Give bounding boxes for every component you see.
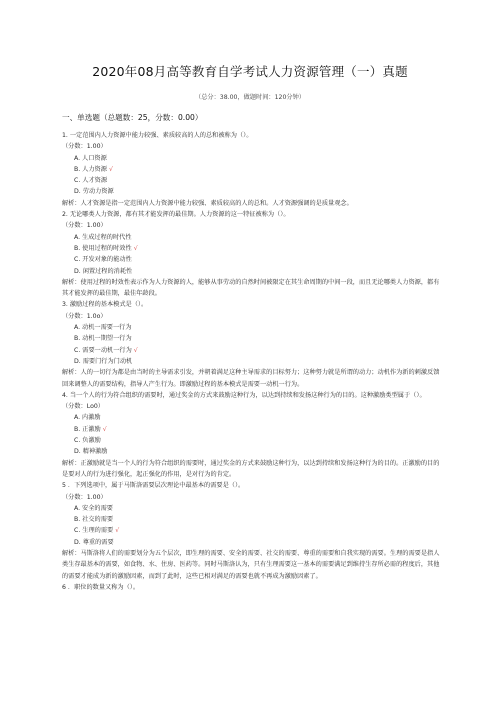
option: B. 社交的需要 [74,516,114,524]
section-heading: 一、单选题（总题数：25，分数：0.00） [62,113,203,122]
correct-check-icon: √ [108,165,113,173]
option: C. 开发对象的能动性 [74,256,132,264]
question-stem: 1. 一定范围内人力资源中能力较强、素质较高的人的总和被称为（）。 [62,132,253,139]
option: D. 尊重的需要 [74,538,114,546]
option-text: B. 使用过程的时效性 [74,244,132,252]
correct-check-icon: √ [133,244,138,252]
option-text: C. 生理的需要 [74,527,114,535]
option-correct [62,345,442,356]
question-score: （分数：Lo0） [62,403,104,411]
question-score: （分数：1.00） [62,493,107,501]
question-score: （分数：1.0o） [62,312,107,320]
question-stem: 3. 激励过程的基本模式是（）。 [62,301,148,309]
correct-check-icon: √ [133,346,138,354]
option: D. 需要门行为门动机 [74,357,133,365]
option: D. 闲置过程的消耗性 [74,267,133,275]
question-list [62,130,442,593]
option: C. 人才资源 [74,177,108,185]
question-score: （分数：1.00） [62,143,107,151]
option-correct [62,424,442,435]
option: D. 精神激励 [74,448,108,456]
page-title: 2020年08月高等教育自学考试人力资源管理（一）真题 [92,64,408,79]
option: C. 负激励 [74,437,101,445]
explanation: 解析：马斯洛将人们的需要划分为五个层次，即生理的需要、安全的需要、社交的需要、尊重的需要和自我实现的需要。生理的需要是指人类生存最基本的需要，如食物、水、住房、医药等。同时马斯洛认为，只有生理需要这一基本的需要满足到维持生存所必需的程度后，其他的需要才能成为新的激励因素，而到了此时，这些已相对满足的需要也就不再成为激励因素了。 [62,549,440,580]
explanation: 解析：人才资源是指一定范围内人力资源中能力较强、素质较高的人的总和。人才资源强调的是质量观念。 [62,199,353,207]
exam-info: （总分：38.00，做题时间：120分钟） [195,94,305,101]
option: B. 动机一期望一行为 [74,335,132,343]
question-score: （分数：1.00） [62,222,107,230]
option: A. 生成过程的时代性 [74,233,132,241]
option-text: B. 人力资源 [74,165,107,173]
question-stem: 5 ．下列选项中，属于马斯洛需要层次理论中最基本的需要是（）。 [62,482,245,490]
correct-check-icon: √ [102,425,107,433]
explanation: 解析：使用过程的时效性表示作为人力资源的人，能够从事劳动的自然时间被限定在其生命周期的中间一段，而且无论哪类人力资源，都有其才能发挥的最佳期，最佳年龄段。 [62,278,440,298]
option-correct [62,243,442,254]
option-text: B. 正激励 [74,425,101,433]
correct-check-icon: √ [115,527,120,535]
question-stem: 2. 无论哪类人力资源，都有其才能发挥的最佳期。人力资源的这一特征被称为（）。 [62,211,290,219]
option: A. 内激励 [74,414,101,422]
option: A. 安全的需要 [74,504,113,512]
option-correct [62,164,442,175]
option-correct [62,525,442,536]
option-text: C. 需要一动机一行为 [74,346,132,354]
explanation: 解析：人的一切行为都是由当时的主导需求引发，并朝着满足这种主导需求的目标努力；这种努力就是所谓的动力；动机作为新的刺激反馈回来调整人的需要结构，指导人产生行为。即激励过程的基本模式是需要一动机一行为。 [62,369,440,388]
option: A. 人口资源 [74,154,107,162]
question-stem: 6 ．职位的数量又称为（）。 [62,583,140,591]
explanation: 解析：正激励就是当一个人的行为符合组织的需要时，通过奖金的方式来鼓励这种行为，以达到持续和发扬这种行为的目的。正激励的目的是要对人的行为进行强化，起正强化的作用，是对行为的肯定。 [62,459,440,478]
question-stem: 4. 当一个人的行为符合组织的需要时，通过奖金的方式来鼓励这种行为，以达到持续和发扬这种行为的目的。这种激励类型属于（）。 [62,391,426,399]
option: D. 劳动力资源 [74,188,114,196]
option: A. 动机一需要一行为 [74,324,132,332]
